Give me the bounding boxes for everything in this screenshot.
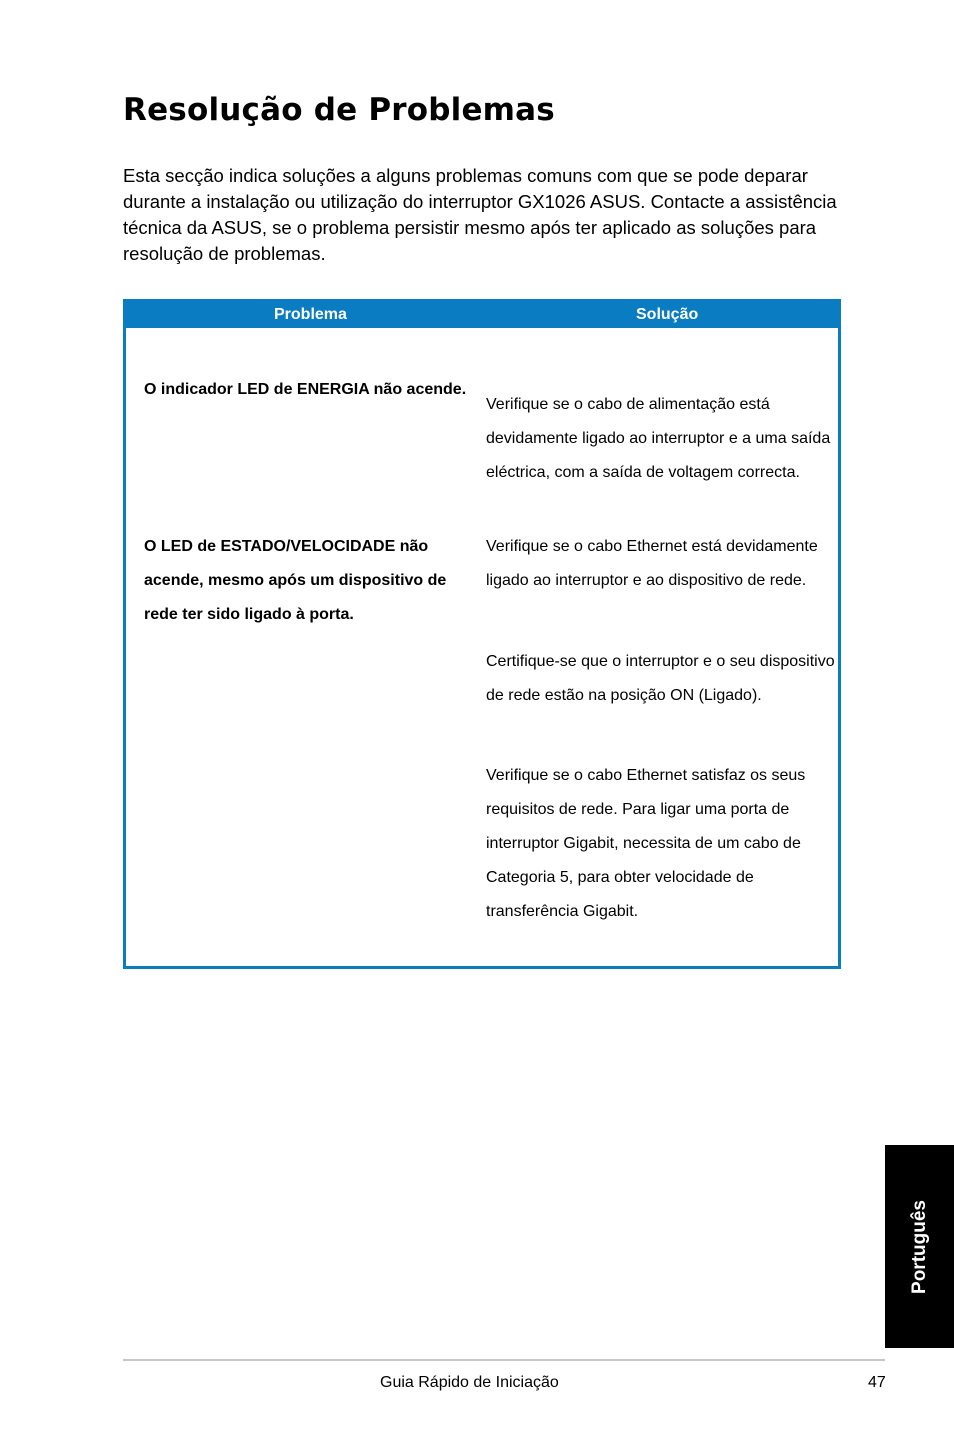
solution-ethernet-connected: Verifique se o cabo Ethernet está devidamente ligado ao interruptor e ao dispositivo de rede.	[486, 538, 818, 589]
solution-power-cable: Verifique se o cabo de alimentação está devidamente ligado ao interruptor e a uma saída eléctrica, com a saída de voltagem correcta.	[486, 396, 831, 481]
header-solution: Solução	[636, 306, 699, 323]
language-label: Português	[908, 1199, 930, 1294]
solution-power-on: Certifique-se que o interruptor e o seu dispositivo de rede estão na posição ON (Ligado).	[486, 653, 835, 704]
page-title: Resolução de Problemas	[123, 92, 555, 128]
language-tab	[885, 1145, 954, 1348]
intro-paragraph: Esta secção indica soluções a alguns problemas comuns com que se pode deparar durante a instalação ou utilização do interruptor GX1026 ASUS. Contacte a assistência técnica da ASUS, se o problema persistir mesmo após ter aplicado as soluções para resolução de problemas.	[123, 165, 837, 264]
table-header	[126, 302, 838, 328]
footer-guide-title: Guia Rápido de Iniciação	[380, 1374, 559, 1391]
page-number: 47	[868, 1374, 886, 1391]
footer-divider	[123, 1359, 885, 1361]
problem-power-led: O indicador LED de ENERGIA não acende.	[144, 381, 467, 398]
problem-status-led: O LED de ESTADO/VELOCIDADE não acende, mesmo após um dispositivo de rede ter sido ligado à porta.	[144, 538, 447, 623]
solution-cable-requirements: Verifique se o cabo Ethernet satisfaz os seus requisitos de rede. Para ligar uma porta de interruptor Gigabit, necessita de um cabo de Categoria 5, para obter velocidade de transferência Gigabit.	[486, 767, 806, 920]
header-problem: Problema	[274, 306, 347, 323]
troubleshooting-table	[123, 299, 841, 969]
